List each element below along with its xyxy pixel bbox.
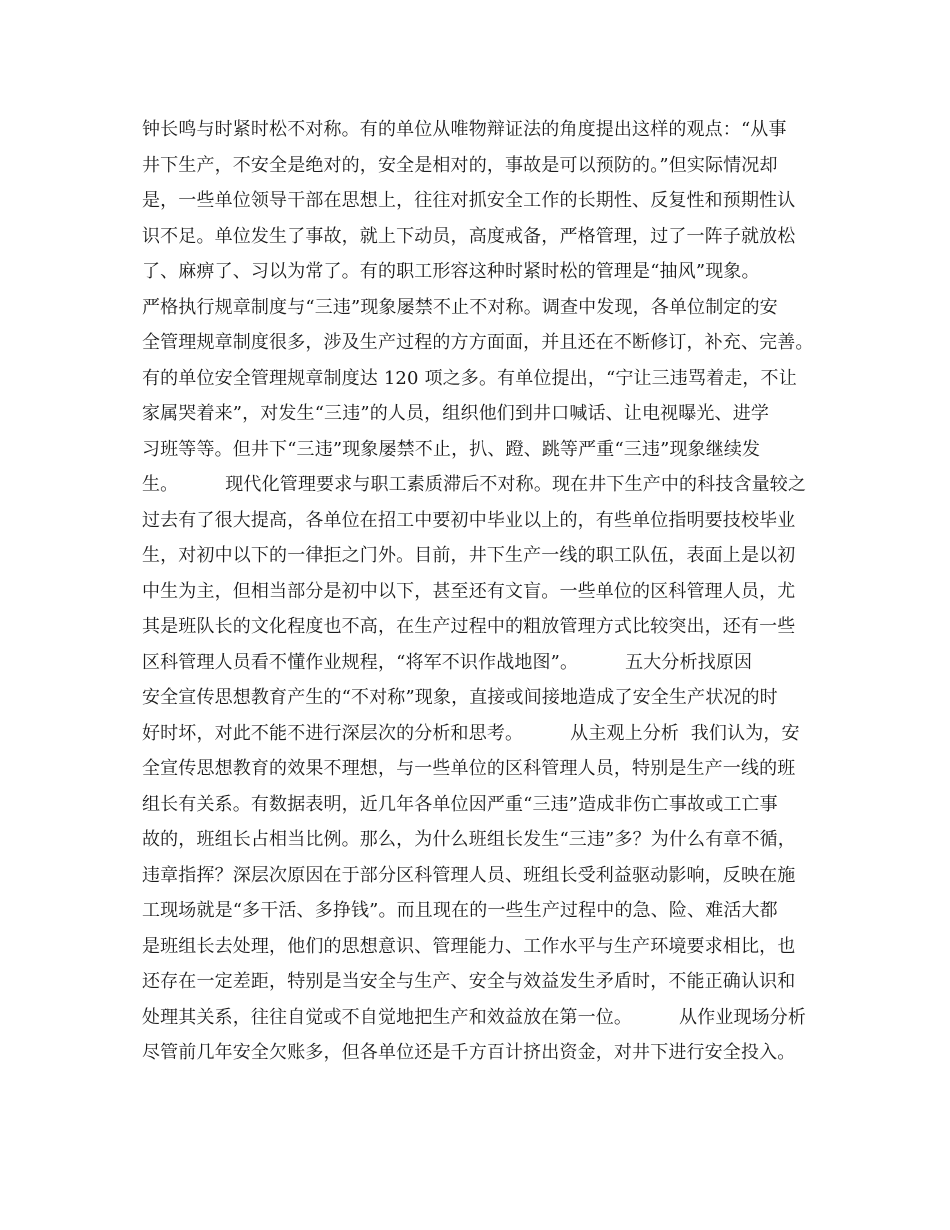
- text-line: 严格执行规章制度与“三违”现象屡禁不止不对称。调查中发现，各单位制定的安: [142, 296, 778, 318]
- text-line: 家属哭着来”，对发生“三违”的人员，组织他们到井口喊话、让电视曝光、进学: [142, 403, 770, 424]
- text-line: 是，一些单位领导干部在思想上，往往对抓安全工作的长期性、反复性和预期性认: [142, 190, 796, 211]
- text-line: 了、麻痹了、习以为常了。有的职工形容这种时紧时松的管理是“抽风”现象。: [142, 261, 760, 282]
- text-line: 违章指挥？深层次原因在于部分区科管理人员、班组长受利益驱动影响，反映在施: [142, 864, 796, 886]
- text-line: 中生为主，但相当部分是初中以下，甚至还有文盲。一些单位的区科管理人员，尤: [142, 580, 796, 602]
- body-text: [142, 112, 832, 1071]
- text-line: 还存在一定差距，特别是当安全与生产、安全与效益发生矛盾时，不能正确认识和: [142, 971, 796, 992]
- text-line: 尽管前几年安全欠账多，但各单位还是千方百计挤出资金，对井下进行安全投入。: [142, 1042, 796, 1063]
- text-line: 生，对初中以下的一律拒之门外。目前，井下生产一线的职工队伍，表面上是以初: [142, 545, 796, 566]
- text-line: 区科管理人员看不懂作业规程，“将军不识作战地图”。 五大分析找原因: [142, 651, 753, 673]
- text-line: 过去有了很大提高，各单位在招工中要初中毕业以上的，有些单位指明要技校毕业: [142, 509, 796, 531]
- text-line: 处理其关系，往往自觉或不自觉地把生产和效益放在第一位。 从作业现场分析: [142, 1006, 807, 1028]
- text-line: 其是班队长的文化程度也不高，在生产过程中的粗放管理方式比较突出，还有一些: [142, 616, 796, 637]
- text-line: 组长有关系。有数据表明，近几年各单位因严重“三违”造成非伤亡事故或工亡事: [142, 793, 778, 815]
- text-line: 有的单位安全管理规章制度达 120 项之多。有单位提出，“宁让三违骂着走，不让: [142, 367, 797, 389]
- text-line: 故的，班组长占相当比例。那么，为什么班组长发生“三违”多？为什么有章不循，: [142, 829, 796, 850]
- text-line: 钟长鸣与时紧时松不对称。有的单位从唯物辩证法的角度提出这样的观点：“从事: [142, 119, 787, 140]
- text-line: 识不足。单位发生了事故，就上下动员，高度戒备，严格管理，过了一阵子就放松: [142, 225, 796, 247]
- text-line: 全管理规章制度很多，涉及生产过程的方方面面，并且还在不断修订，补充、完善。: [142, 332, 814, 353]
- text-line: 全宣传思想教育的效果不理想，与一些单位的区科管理人员，特别是生产一线的班: [142, 758, 796, 779]
- text-line: 是班组长去处理，他们的思想意识、管理能力、工作水平与生产环境要求相比，也: [142, 935, 796, 957]
- text-line: 好时坏，对此不能不进行深层次的分析和思考。 从主观上分析 我们认为，安: [142, 722, 800, 744]
- text-line: 工现场就是“多干活、多挣钱”。而且现在的一些生产过程中的急、险、难活大都: [142, 900, 778, 921]
- text-line: 习班等等。但井下“三违”现象屡禁不止，扒、蹬、跳等严重“三违”现象继续发: [142, 438, 761, 460]
- text-line: 安全宣传思想教育产生的“不对称”现象，直接或间接地造成了安全生产状况的时: [142, 687, 778, 708]
- text-line: 井下生产，不安全是绝对的，安全是相对的，事故是可以预防的。”但实际情况却: [142, 154, 778, 176]
- text-line: 生。 现代化管理要求与职工素质滞后不对称。现在井下生产中的科技含量较之: [142, 474, 807, 495]
